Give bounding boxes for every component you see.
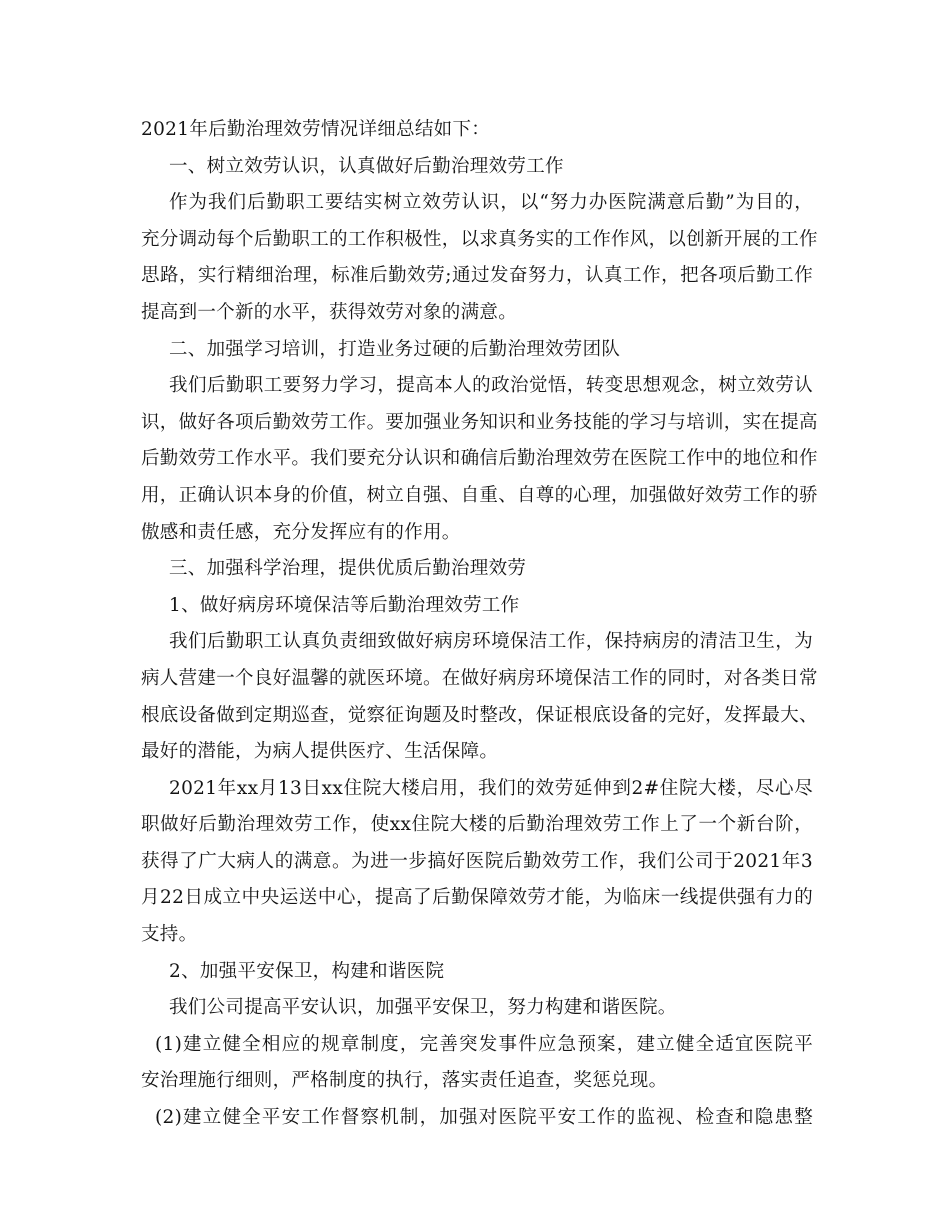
text-line: 安治理施行细则，严格制度的执行，落实责任追查，奖惩兑现。: [141, 1070, 668, 1092]
text-line: 后勤效劳工作水平。我们要充分认识和确信后勤治理效劳在医院工作中的地位和作: [141, 448, 818, 470]
text-line: 2021年后勤治理效劳情况详细总结如下：: [141, 119, 491, 140]
text-line: 一、树立效劳认识，认真做好后勤治理效劳工作: [169, 155, 564, 177]
text-line: 病人营建一个良好温馨的就医环境。在做好病房环境保洁工作的同时，对各类日常: [141, 667, 818, 689]
text-line: 获得了广大病人的满意。为进一步搞好医院后勤效劳工作，我们公司于2021年3: [141, 850, 813, 872]
text-line: 充分调动每个后勤职工的工作积极性，以求真务实的工作作风，以创新开展的工作: [141, 228, 818, 250]
text-line: 我们后勤职工认真负责细致做好病房环境保洁工作，保持病房的清洁卫生，为: [169, 631, 813, 653]
text-line: 我们公司提高平安认识，加强平安保卫，努力构建和谐医院。: [169, 997, 677, 1019]
text-line: 作为我们后勤职工要结实树立效劳认识，以“努力办医院满意后勤”为目的，: [169, 192, 813, 214]
text-line: 职做好后勤治理效劳工作，使xx住院大楼的后勤治理效劳工作上了一个新台阶，: [141, 814, 813, 836]
text-line: 二、加强学习培训，打造业务过硬的后勤治理效劳团队: [169, 338, 621, 360]
text-line: 提高到一个新的水平，获得效劳对象的满意。: [141, 301, 518, 323]
text-line: 2、加强平安保卫，构建和谐医院: [169, 960, 445, 982]
document-body: [141, 112, 818, 1137]
text-line: 1、做好病房环境保洁等后勤治理效劳工作: [169, 594, 520, 616]
text-line: 用，正确认识本身的价值，树立自强、自重、自尊的心理，加强做好效劳工作的骄: [141, 484, 818, 506]
text-line: 最好的潜能，为病人提供医疗、生活保障。: [141, 741, 499, 763]
text-line: 傲感和责任感，充分发挥应有的作用。: [141, 521, 461, 543]
text-line: 识，做好各项后勤效劳工作。要加强业务知识和业务技能的学习与培训，实在提高: [141, 411, 818, 433]
text-line: 2021年xx月13日xx住院大楼启用，我们的效劳延伸到2#住院大楼，尽心尽: [169, 777, 813, 799]
text-line: 三、加强科学治理，提供优质后勤治理效劳: [169, 558, 527, 580]
text-line: (2)建立健全平安工作督察机制，加强对医院平安工作的监视、检查和隐患整: [155, 1107, 813, 1129]
text-line: 支持。: [141, 924, 198, 946]
text-line: (1)建立健全相应的规章制度，完善突发事件应急预案，建立健全适宜医院平: [155, 1033, 813, 1055]
text-line: 我们后勤职工要努力学习，提高本人的政治觉悟，转变思想观念，树立效劳认: [169, 375, 813, 397]
text-line: 思路，实行精细治理，标准后勤效劳;通过发奋努力，认真工作，把各项后勤工作: [141, 265, 813, 287]
text-line: 月22日成立中央运送中心，提高了后勤保障效劳才能，为临床一线提供强有力的: [141, 887, 813, 909]
text-line: 根底设备做到定期巡查，觉察征询题及时整改，保证根底设备的完好，发挥最大、: [141, 704, 818, 726]
